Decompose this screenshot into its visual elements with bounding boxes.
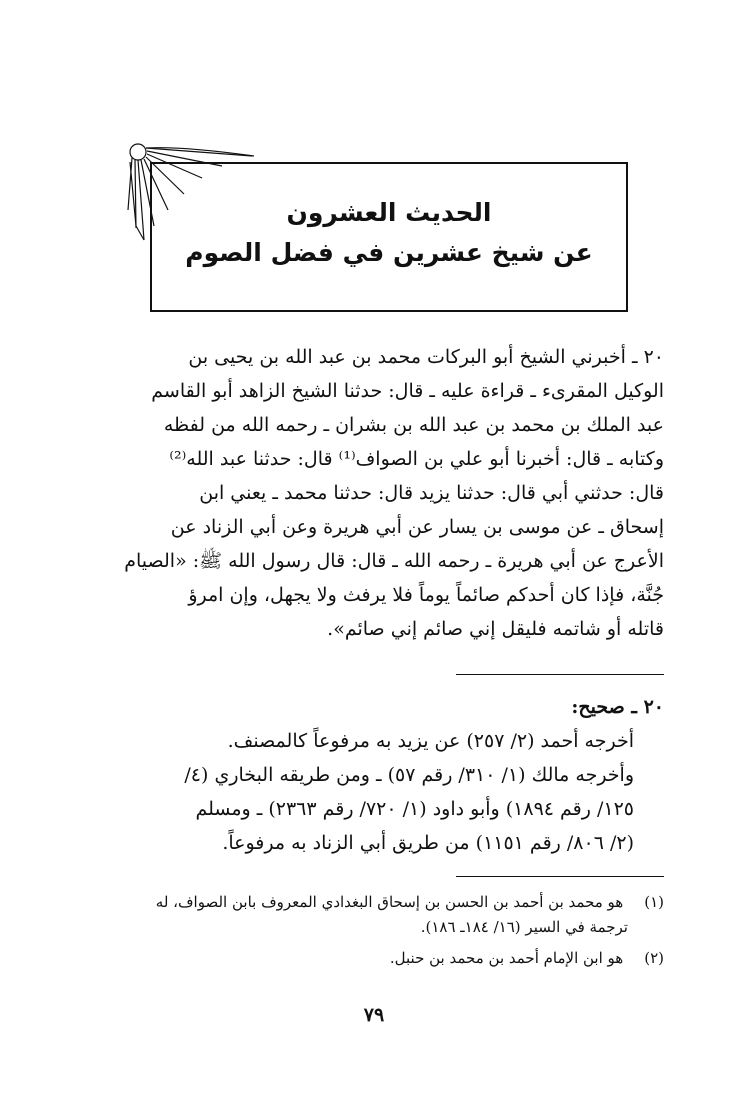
hadith-text: [84, 340, 664, 646]
text-line: إسحاق ـ عن موسى بن يسار عن أبي هريرة وعن أبي الزناد عن: [170, 516, 664, 538]
footnote-text: هو محمد بن أحمد بن الحسن بن إسحاق البغدادي المعروف بابن الصواف، له: [155, 893, 624, 911]
text-line: الوكيل المقرىء ـ قراءة عليه ـ قال: حدثنا الشيخ الزاهد أبو القاسم: [151, 380, 664, 402]
footnote-text: هو ابن الإمام أحمد بن محمد بن حنبل.: [389, 949, 624, 967]
hadith-title: الحديث العشرون: [286, 198, 492, 227]
takhrij-line: (٢/ ٨٠٦/ رقم ١١٥١) من طريق أبي الزناد به مرفوعاً.: [222, 832, 634, 854]
footnote-1: [118, 890, 664, 915]
footnote-divider: [456, 876, 664, 877]
takhrij-line: ١٢٥/ رقم ١٨٩٤) وأبو داود (١/ ٧٢٠/ رقم ٢٣٦٣) ـ ومسلم: [195, 798, 634, 820]
takhrij-line: وأخرجه مالك (١/ ٣١٠/ رقم ٥٧) ـ ومن طريقه البخاري (٤/: [184, 764, 634, 786]
takhrij-line: أخرجه أحمد (٢/ ٢٥٧) عن يزيد به مرفوعاً كالمصنف.: [227, 730, 634, 752]
text-line: الأعرج عن أبي هريرة ـ رحمه الله ـ قال: قال رسول الله ﷺ: «الصيام: [124, 550, 664, 572]
footnote-number: (٢): [644, 949, 664, 967]
text-line: جُنَّة، فإذا كان أحدكم صائماً يوماً فلا يرفث ولا يجهل، وإن امرؤ: [188, 584, 664, 606]
page-number: ٧٩: [363, 1004, 385, 1026]
text-line: قاتله أو شاتمه فليقل إني صائم إني صائم».: [327, 618, 664, 640]
text-line: وكتابه ـ قال: أخبرنا أبو علي بن الصواف⁽¹⁾ قال: حدثنا عبد الله⁽²⁾: [169, 448, 664, 470]
title-box: [150, 162, 628, 312]
text-line: عبد الملك بن محمد بن عبد الله بن بشران ـ رحمه الله من لفظه: [163, 414, 664, 436]
section-divider: [456, 674, 664, 675]
footnotes: [118, 890, 664, 971]
footnote-2: [118, 946, 664, 971]
text-line: قال: حدثني أبي قال: حدثنا يزيد قال: حدثنا محمد ـ يعني ابن: [199, 482, 664, 504]
text-line: ٢٠ ـ أخبرني الشيخ أبو البركات محمد بن عبد الله بن يحيى بن: [188, 346, 664, 368]
takhrij-heading: ٢٠ ـ صحيح:: [571, 696, 664, 718]
footnote-continuation: ترجمة في السير (١٦/ ١٨٤ـ ١٨٦).: [420, 918, 628, 936]
takhrij-section: [180, 690, 664, 860]
footnote-number: (١): [644, 893, 664, 911]
hadith-subtitle: عن شيخ عشرين في فضل الصوم: [185, 238, 593, 267]
